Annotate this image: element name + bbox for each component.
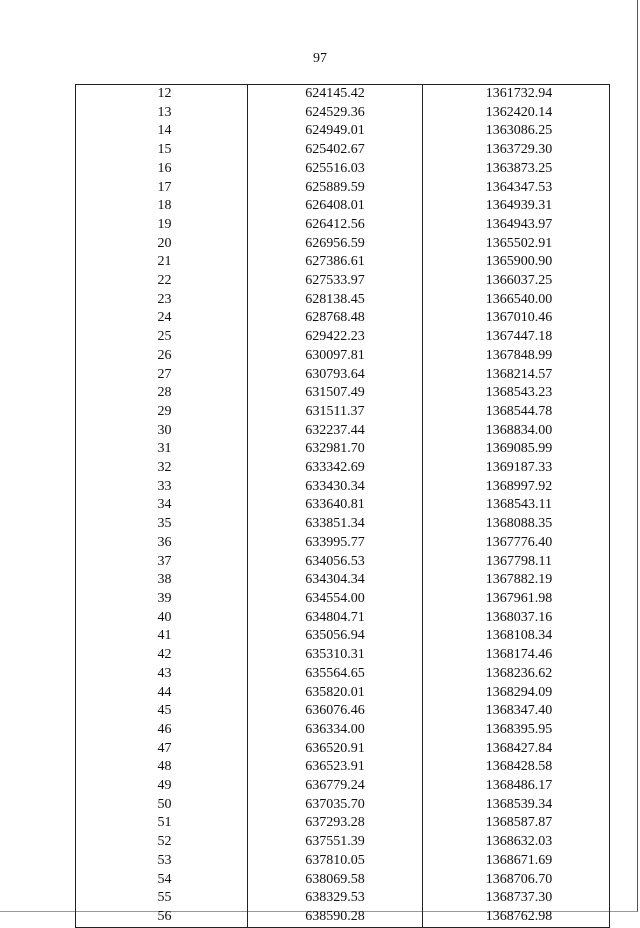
x-coordinate-cell: 632981.70 <box>248 440 423 459</box>
table-row <box>76 871 610 890</box>
table-row <box>76 627 610 646</box>
x-coordinate-cell: 626408.01 <box>248 197 423 216</box>
point-number-cell: 38 <box>76 571 248 590</box>
y-coordinate-cell: 1368395.95 <box>423 721 610 740</box>
y-coordinate-cell: 1368236.62 <box>423 665 610 684</box>
y-coordinate-cell: 1364347.53 <box>423 179 610 198</box>
table-row <box>76 889 610 908</box>
table-row <box>76 235 610 254</box>
point-number-cell: 17 <box>76 179 248 198</box>
table-row <box>76 702 610 721</box>
point-number-cell: 29 <box>76 403 248 422</box>
point-number-cell: 21 <box>76 253 248 272</box>
table-row <box>76 291 610 310</box>
y-coordinate-cell: 1363086.25 <box>423 122 610 141</box>
table-row <box>76 833 610 852</box>
x-coordinate-cell: 625402.67 <box>248 141 423 160</box>
x-coordinate-cell: 633851.34 <box>248 515 423 534</box>
x-coordinate-cell: 633430.34 <box>248 478 423 497</box>
y-coordinate-cell: 1365502.91 <box>423 235 610 254</box>
table-row <box>76 104 610 123</box>
table-row <box>76 253 610 272</box>
point-number-cell: 26 <box>76 347 248 366</box>
y-coordinate-cell: 1368347.40 <box>423 702 610 721</box>
x-coordinate-cell: 637293.28 <box>248 814 423 833</box>
x-coordinate-cell: 638329.53 <box>248 889 423 908</box>
table-row <box>76 553 610 572</box>
y-coordinate-cell: 1361732.94 <box>423 85 610 104</box>
table-row <box>76 422 610 441</box>
table-row <box>76 758 610 777</box>
table-row <box>76 272 610 291</box>
point-number-cell: 36 <box>76 534 248 553</box>
point-number-cell: 50 <box>76 796 248 815</box>
point-number-cell: 44 <box>76 684 248 703</box>
point-number-cell: 22 <box>76 272 248 291</box>
table-row <box>76 571 610 590</box>
table-row <box>76 459 610 478</box>
x-coordinate-cell: 633995.77 <box>248 534 423 553</box>
x-coordinate-cell: 626412.56 <box>248 216 423 235</box>
table-row <box>76 403 610 422</box>
point-number-cell: 37 <box>76 553 248 572</box>
point-number-cell: 35 <box>76 515 248 534</box>
point-number-cell: 27 <box>76 366 248 385</box>
point-number-cell: 34 <box>76 496 248 515</box>
table-row <box>76 609 610 628</box>
y-coordinate-cell: 1368427.84 <box>423 740 610 759</box>
y-coordinate-cell: 1365900.90 <box>423 253 610 272</box>
table-row <box>76 496 610 515</box>
point-number-cell: 15 <box>76 141 248 160</box>
y-coordinate-cell: 1368174.46 <box>423 646 610 665</box>
point-number-cell: 53 <box>76 852 248 871</box>
table-row <box>76 122 610 141</box>
x-coordinate-cell: 625889.59 <box>248 179 423 198</box>
point-number-cell: 25 <box>76 328 248 347</box>
table-row <box>76 684 610 703</box>
table-row <box>76 328 610 347</box>
table-row <box>76 814 610 833</box>
x-coordinate-cell: 624529.36 <box>248 104 423 123</box>
table-row <box>76 740 610 759</box>
x-coordinate-cell: 631507.49 <box>248 384 423 403</box>
y-coordinate-cell: 1368294.09 <box>423 684 610 703</box>
point-number-cell: 19 <box>76 216 248 235</box>
y-coordinate-cell: 1368539.34 <box>423 796 610 815</box>
table-row <box>76 852 610 871</box>
table-row <box>76 908 610 927</box>
x-coordinate-cell: 627533.97 <box>248 272 423 291</box>
table-row <box>76 440 610 459</box>
x-coordinate-cell: 629422.23 <box>248 328 423 347</box>
point-number-cell: 40 <box>76 609 248 628</box>
point-number-cell: 41 <box>76 627 248 646</box>
x-coordinate-cell: 634304.34 <box>248 571 423 590</box>
y-coordinate-cell: 1367848.99 <box>423 347 610 366</box>
x-coordinate-cell: 636334.00 <box>248 721 423 740</box>
point-number-cell: 24 <box>76 309 248 328</box>
table-row <box>76 85 610 104</box>
x-coordinate-cell: 630793.64 <box>248 366 423 385</box>
table-row <box>76 160 610 179</box>
x-coordinate-cell: 635056.94 <box>248 627 423 646</box>
x-coordinate-cell: 636523.91 <box>248 758 423 777</box>
x-coordinate-cell: 637551.39 <box>248 833 423 852</box>
x-coordinate-cell: 637810.05 <box>248 852 423 871</box>
y-coordinate-cell: 1364943.97 <box>423 216 610 235</box>
y-coordinate-cell: 1368706.70 <box>423 871 610 890</box>
x-coordinate-cell: 634804.71 <box>248 609 423 628</box>
x-coordinate-cell: 635820.01 <box>248 684 423 703</box>
y-coordinate-cell: 1363729.30 <box>423 141 610 160</box>
point-number-cell: 12 <box>76 85 248 104</box>
point-number-cell: 20 <box>76 235 248 254</box>
x-coordinate-cell: 628138.45 <box>248 291 423 310</box>
y-coordinate-cell: 1368088.35 <box>423 515 610 534</box>
y-coordinate-cell: 1368108.34 <box>423 627 610 646</box>
y-coordinate-cell: 1367447.18 <box>423 328 610 347</box>
y-coordinate-cell: 1368834.00 <box>423 422 610 441</box>
table-row <box>76 309 610 328</box>
x-coordinate-cell: 636779.24 <box>248 777 423 796</box>
table-row <box>76 478 610 497</box>
x-coordinate-cell: 632237.44 <box>248 422 423 441</box>
table-row <box>76 646 610 665</box>
point-number-cell: 31 <box>76 440 248 459</box>
y-coordinate-cell: 1367776.40 <box>423 534 610 553</box>
x-coordinate-cell: 627386.61 <box>248 253 423 272</box>
point-number-cell: 18 <box>76 197 248 216</box>
y-coordinate-cell: 1367961.98 <box>423 590 610 609</box>
x-coordinate-cell: 635564.65 <box>248 665 423 684</box>
point-number-cell: 54 <box>76 871 248 890</box>
table-row <box>76 384 610 403</box>
y-coordinate-cell: 1364939.31 <box>423 197 610 216</box>
x-coordinate-cell: 638069.58 <box>248 871 423 890</box>
x-coordinate-cell: 634056.53 <box>248 553 423 572</box>
y-coordinate-cell: 1367798.11 <box>423 553 610 572</box>
x-coordinate-cell: 638590.28 <box>248 908 423 927</box>
point-number-cell: 14 <box>76 122 248 141</box>
point-number-cell: 49 <box>76 777 248 796</box>
page-number: 97 <box>313 51 327 66</box>
x-coordinate-cell: 634554.00 <box>248 590 423 609</box>
y-coordinate-cell: 1363873.25 <box>423 160 610 179</box>
y-coordinate-cell: 1368737.30 <box>423 889 610 908</box>
y-coordinate-cell: 1367882.19 <box>423 571 610 590</box>
x-coordinate-cell: 626956.59 <box>248 235 423 254</box>
y-coordinate-cell: 1362420.14 <box>423 104 610 123</box>
point-number-cell: 33 <box>76 478 248 497</box>
y-coordinate-cell: 1368671.69 <box>423 852 610 871</box>
point-number-cell: 55 <box>76 889 248 908</box>
table-row <box>76 347 610 366</box>
point-number-cell: 43 <box>76 665 248 684</box>
y-coordinate-cell: 1368762.98 <box>423 908 610 927</box>
point-number-cell: 32 <box>76 459 248 478</box>
x-coordinate-cell: 624145.42 <box>248 85 423 104</box>
x-coordinate-cell: 624949.01 <box>248 122 423 141</box>
table-row <box>76 777 610 796</box>
coordinate-table <box>75 84 610 928</box>
coordinate-table-body <box>76 85 610 928</box>
y-coordinate-cell: 1368543.23 <box>423 384 610 403</box>
point-number-cell: 51 <box>76 814 248 833</box>
x-coordinate-cell: 633342.69 <box>248 459 423 478</box>
point-number-cell: 39 <box>76 590 248 609</box>
y-coordinate-cell: 1368587.87 <box>423 814 610 833</box>
point-number-cell: 30 <box>76 422 248 441</box>
y-coordinate-cell: 1366540.00 <box>423 291 610 310</box>
y-coordinate-cell: 1368544.78 <box>423 403 610 422</box>
x-coordinate-cell: 636076.46 <box>248 702 423 721</box>
table-row <box>76 197 610 216</box>
y-coordinate-cell: 1369085.99 <box>423 440 610 459</box>
table-row <box>76 590 610 609</box>
table-row <box>76 141 610 160</box>
x-coordinate-cell: 636520.91 <box>248 740 423 759</box>
table-row <box>76 665 610 684</box>
table-row <box>76 721 610 740</box>
x-coordinate-cell: 625516.03 <box>248 160 423 179</box>
y-coordinate-cell: 1369187.33 <box>423 459 610 478</box>
y-coordinate-cell: 1368486.17 <box>423 777 610 796</box>
table-row <box>76 515 610 534</box>
x-coordinate-cell: 637035.70 <box>248 796 423 815</box>
point-number-cell: 56 <box>76 908 248 927</box>
y-coordinate-cell: 1366037.25 <box>423 272 610 291</box>
point-number-cell: 52 <box>76 833 248 852</box>
table-row <box>76 796 610 815</box>
point-number-cell: 45 <box>76 702 248 721</box>
x-coordinate-cell: 635310.31 <box>248 646 423 665</box>
table-row <box>76 216 610 235</box>
point-number-cell: 16 <box>76 160 248 179</box>
table-row <box>76 179 610 198</box>
x-coordinate-cell: 633640.81 <box>248 496 423 515</box>
point-number-cell: 28 <box>76 384 248 403</box>
y-coordinate-cell: 1368214.57 <box>423 366 610 385</box>
y-coordinate-cell: 1368037.16 <box>423 609 610 628</box>
table-row <box>76 366 610 385</box>
x-coordinate-cell: 631511.37 <box>248 403 423 422</box>
y-coordinate-cell: 1368997.92 <box>423 478 610 497</box>
point-number-cell: 42 <box>76 646 248 665</box>
point-number-cell: 23 <box>76 291 248 310</box>
point-number-cell: 13 <box>76 104 248 123</box>
y-coordinate-cell: 1367010.46 <box>423 309 610 328</box>
x-coordinate-cell: 628768.48 <box>248 309 423 328</box>
x-coordinate-cell: 630097.81 <box>248 347 423 366</box>
y-coordinate-cell: 1368543.11 <box>423 496 610 515</box>
y-coordinate-cell: 1368428.58 <box>423 758 610 777</box>
point-number-cell: 48 <box>76 758 248 777</box>
point-number-cell: 47 <box>76 740 248 759</box>
y-coordinate-cell: 1368632.03 <box>423 833 610 852</box>
table-row <box>76 534 610 553</box>
point-number-cell: 46 <box>76 721 248 740</box>
